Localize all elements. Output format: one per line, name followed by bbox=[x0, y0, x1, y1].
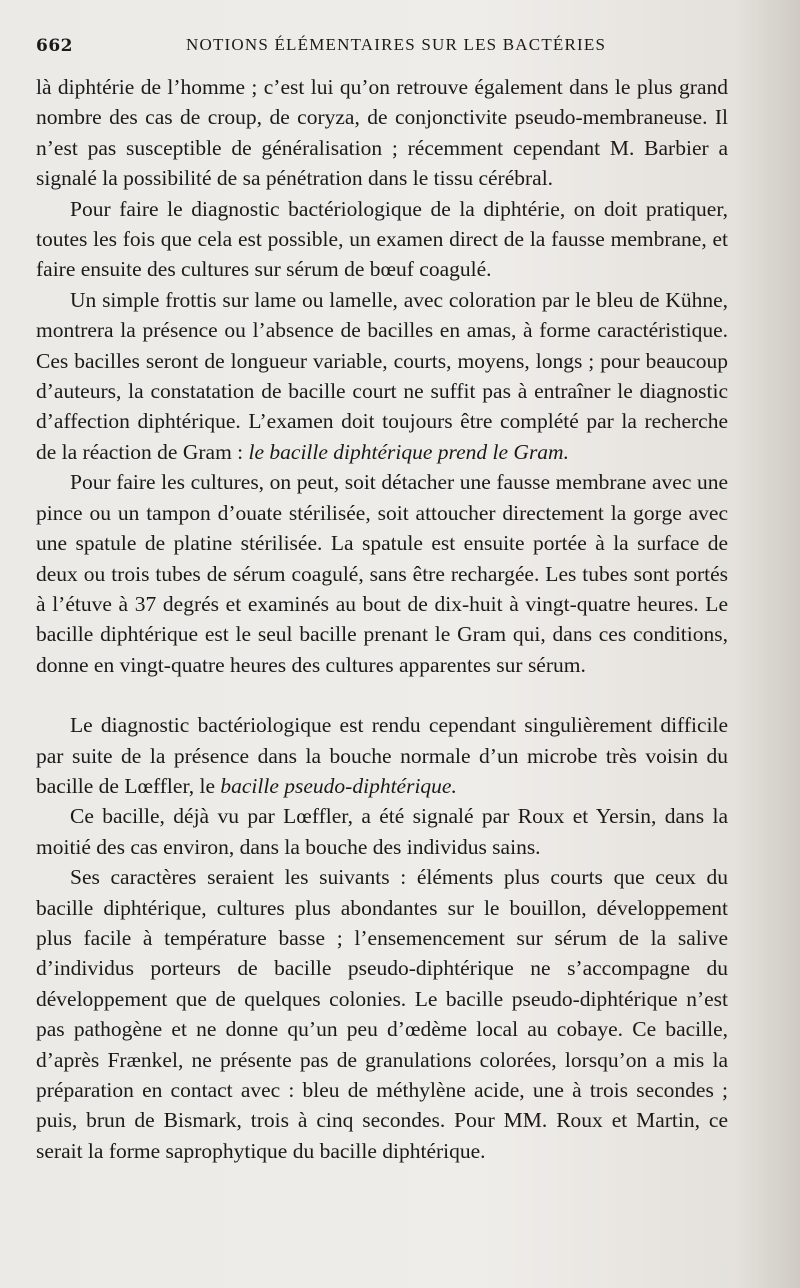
paragraph-text: Ses caractères seraient les suivants : éléments plus courts que ceux du bacille diphtérique, cultures plus abondantes sur le bouillon, développement plus facile à température basse ; l’ensemencement sur sérum de la salive d’individus porteurs de bacille pseudo-diphtérique ne s’accompagne du développement que de quelques colonies. Le bacille pseudo-diphtérique n’est pas pathogène et ne donne qu’un peu d’œdème local au cobaye. Ce bacille, d’après Frænkel, ne présente pas de granulations colorées, lorsqu’on a mis la préparation en contact avec : bleu de méthylène acide, une à trois secondes ; puis, brun de Bismark, trois à cinq secondes. Pour MM. Roux et Martin, ce serait la forme saprophytique du bacille diphtérique. bbox=[36, 865, 728, 1163]
paragraph-text: Pour faire les cultures, on peut, soit détacher une fausse membrane avec une pince ou un tampon d’ouate stérilisée, soit attoucher directement la gorge avec une spatule de platine stérilisée. La spatule est ensuite portée à la surface de deux ou trois tubes de sérum coagulé, sans être rechargée. Les tubes sont portés à l’étuve à 37 degrés et examinés au bout de dix-huit à vingt-quatre heures. Le bacille diphtérique est le seul bacille prenant le Gram qui, dans ces conditions, donne en vingt-quatre heures des cultures apparentes sur sérum. bbox=[36, 470, 728, 677]
running-title: NOTIONS ÉLÉMENTAIRES SUR LES BACTÉRIES bbox=[186, 35, 607, 54]
paragraph-cultures bbox=[36, 467, 728, 680]
page-header bbox=[36, 30, 740, 60]
italic-pseudo-diphtheric: bacille pseudo-diphtérique. bbox=[220, 773, 457, 798]
paragraph-text: Ce bacille, déjà vu par Lœffler, a été signalé par Roux et Yersin, dans la moitié des cas environ, dans la bouche des individus sains. bbox=[36, 804, 728, 859]
paragraph-text: Pour faire le diagnostic bactériologique de la diphtérie, on doit pratiquer, toutes les fois que cela est possible, un examen direct de la fausse membrane, et faire ensuite des cultures sur sérum de bœuf coagulé. bbox=[36, 196, 728, 282]
italic-gram-statement: le bacille diphtérique prend le Gram. bbox=[248, 439, 569, 464]
paragraph-text: Le diagnostic bactériologique est rendu cependant singulièrement difficile par suite de la présence dans la bouche normale d’un microbe très voisin du bacille de Lœffler, le bbox=[36, 713, 728, 798]
paragraph-text: là diphtérie de l’homme ; c’est lui qu’on retrouve également dans le plus grand nombre des cas de croup, de coryza, de conjonctivite pseudo-membraneuse. Il n’est pas susceptible de généralisation ; récemment cependant M. Barbier a signalé la possibilité de sa pénétration dans le tissu cérébral. bbox=[36, 75, 728, 191]
paragraph-loeffler bbox=[36, 801, 728, 862]
paragraph-text: Un simple frottis sur lame ou lamelle, avec coloration par le bleu de Kühne, montrera la présence ou l’absence de bacilles en amas, à forme caractéristique. Ces bacilles seront de longueur variable, courts, moyens, longs ; pour beaucoup d’auteurs, la constatation de bacille court ne suffit pas à entraîner le diagnostic d’affection diphtérique. L’examen doit toujours être complété par la recherche de la réaction de Gram : bbox=[36, 287, 728, 464]
paragraph-difficulty bbox=[36, 710, 728, 801]
paragraph-diagnostic-method bbox=[36, 194, 728, 285]
page-number: 662 bbox=[36, 36, 73, 56]
paragraph-smear-exam bbox=[36, 285, 728, 467]
paragraph-continuation bbox=[36, 72, 728, 194]
paragraph-characteristics bbox=[36, 862, 728, 1166]
body-text bbox=[36, 72, 728, 1166]
